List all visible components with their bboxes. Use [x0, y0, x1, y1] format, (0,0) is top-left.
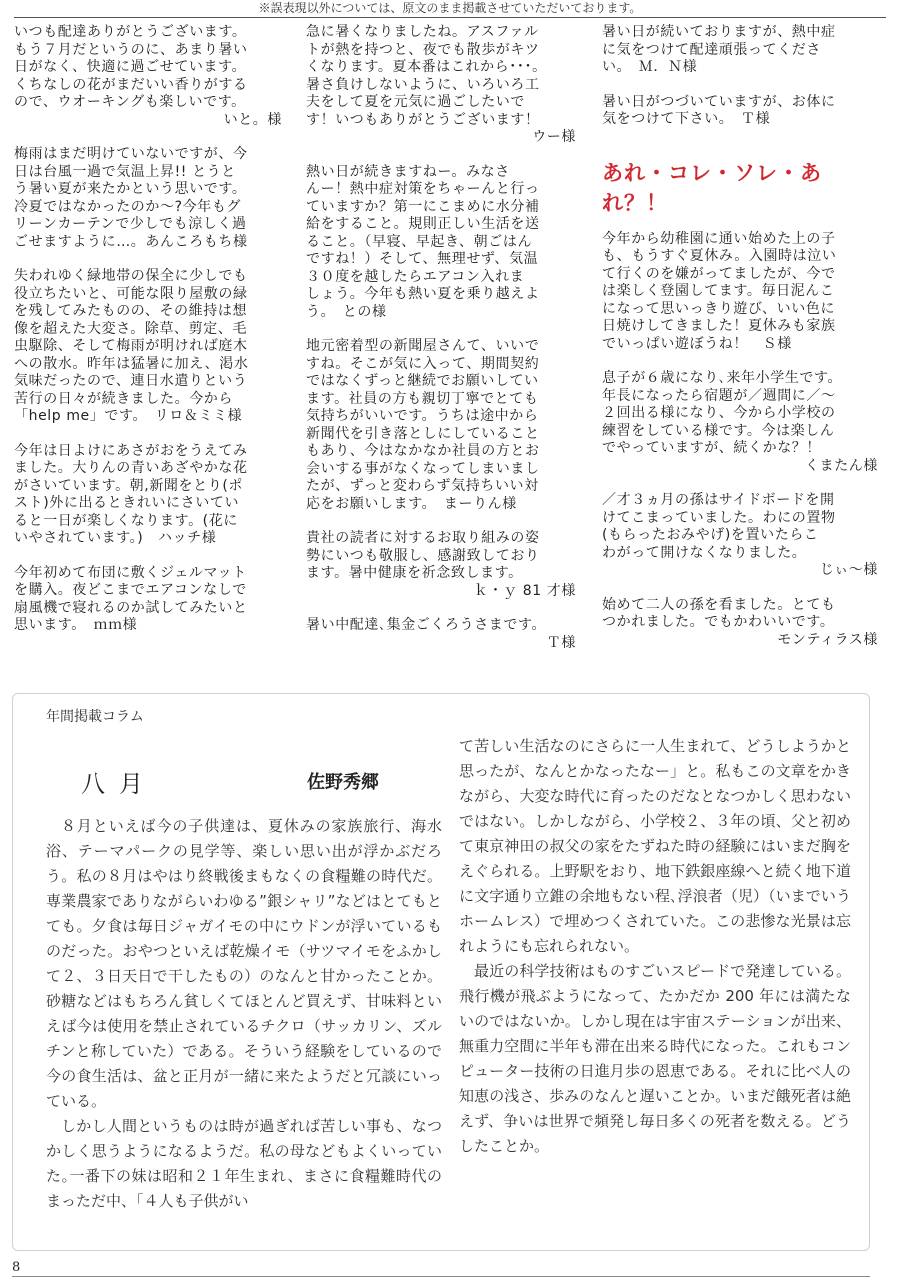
- letter: [602, 597, 878, 650]
- letter-text: 急に暑くなりましたね。アスファル トが熱を持つと、夜でも散歩がキツ くなります。夏本番はこれから･･･。 暑さ負けしないように、いろいろ工 夫をして夏を元気に過ごしたいで す！いつもありがとうございます！: [306, 24, 547, 128]
- essay-paragraph: しかし人間というものは時が過ぎれば苦しい事も、なつかしく思うようになるようだ。私の母などもよくいっていた｡一番下の妹は昭和２１年生まれ、まさに食糧難時代のまっただ中、「４人も子供がい: [46, 1117, 442, 1210]
- top-divider: [14, 17, 886, 18]
- letter-signature: ウー様: [532, 129, 576, 145]
- letter-text: 失われゆく緑地帯の保全に少しでも 役立ちたいと、可能な限り屋敷の緑 を残してみたものの、その維持は想 像を超えた大変さ。除草、剪定、毛 虫駆除、そして梅雨が明ければ庭木 への散水。昨年は猛暑に加え、渇水 気味だったので、連日水遣りという 苦行の日々が続きました。今から 「help me」です。 リロ＆ミミ様: [14, 268, 249, 424]
- letter-text: いつも配達ありがとうございます。 もう７月だというのに、あまり暑い 日がなく、快適に過ごせています。 くちなしの花がまだいい香りがする ので、ウオーキングも楽しいです。: [14, 24, 248, 110]
- letter-text: 息子が６歳になり､来年小学生です。 年長になったら宿題が／週間に／～ ２回出る様になり、今から小学校の 練習をしている様です。今は楽しん でやっていますが、続くかな？！: [602, 370, 843, 456]
- letter-text: 梅雨はまだ明けていないですが、今 日は台風一過で気温上昇!! とうと う暑い夏が来たかという思いです。 冷夏ではなかったのか～?今年もグ リーンカーテンで少しでも涼しく過 ごせますように…。あんころもち様: [14, 146, 248, 250]
- letter-text: 今年初めて布団に敷くジェルマット を購入。夜どこまでエアコンなしで 扇風機で寝れるのか試してみたいと 思います。 ｍｍ様: [14, 564, 248, 633]
- letter: [306, 338, 576, 513]
- annual-column-box: [12, 693, 870, 1251]
- letter: [306, 530, 576, 600]
- reprint-notice: ※誤表現以外については、原文のまま掲載させていただいております。: [258, 1, 642, 15]
- essay-paragraph: ８月といえば今の子供達は、夏休みの家族旅行、海水浴、テーマパークの見学等、楽しい思い出が浮かぶだろう。私の８月はやはり終戦後まもなくの食糧難の時代だ。専業農家でありながらいわゆる”銀シャリ”などはとてもとても。夕食は毎日ジャガイモの中にウドンが浮いているものだった。おやつといえば乾燥イモ（サツマイモをふかして２、３日天日で干したもの）のなんと甘かったことか。砂糖などはもちろん貧しくてほとんど買えず、甘味料といえば今は使用を禁止されているチクロ（サッカリン、ズルチンと称していた）である。そういう経験をしているので今の食生活は、盆と正月が一緒に来たようだと冗談にいっている。: [46, 817, 442, 1110]
- column-label: 年間掲載コラム: [46, 709, 144, 725]
- letter-text: 今年から幼稚園に通い始めた上の子 も、もうすぐ夏休み。入園時は泣い て行くのを嫌がってましたが、今で は楽しく登園してます。毎日泥んこ になって思いっきり遊び、いい色に 日焼けしてきました！夏休みも家族 でいっぱい遊ぼうね！ Ｓ様: [602, 230, 837, 352]
- letter-signature: くまたん様: [805, 457, 878, 474]
- essay-paragraph: 最近の科学技術はものすごいスピードで発達している。飛行機が飛ぶようになって、たかだか 200 年には満たないのではないか。しかし現在は宇宙ステーションが出来、無重力空間に半年も滞在出来る時代になった。これもコンピューター技術の日進月歩の恩恵である。それに比べ人の知恵の浅さ、歩みのなんと遅いことか。いまだ餓死者は絶えず、争いは世界で頻発し毎日多くの死者を数える。どうしたことか。: [459, 962, 851, 1155]
- column-title: 八月: [81, 770, 157, 798]
- letter-text: 暑い日が続いておりますが、熱中症 に気をつけて配達頑張ってくださ い。 Ｍ．Ｎ様: [602, 24, 836, 75]
- letter: [306, 164, 576, 322]
- column-author: 佐野秀郷: [307, 772, 379, 793]
- letter: [306, 617, 576, 652]
- letter: [602, 231, 878, 354]
- letter-text: 貴社の読者に対するお取り組みの姿 勢にいつも敬服し、感謝致しており ます。暑中健康を祈念致します。: [306, 530, 540, 581]
- letter: [306, 24, 576, 147]
- letters-column-3: [602, 24, 878, 649]
- letter-text: 地元密着型の新聞屋さんて、いいで すね。そこが気に入って、期間契約 ではなくずっと継続でお願いしてい ます。社員の方も親切丁寧でとても 気持ちがいいです。うちは途中から 新聞代を引き落としにしていること もあり、今はなかなか社員の方とお 会いする事がなくなってしまいまし たが、ずっと変わらず気持ちいい対 応をお願いします。 まーりん様: [306, 338, 540, 512]
- letter: [602, 24, 878, 77]
- letter: [602, 94, 878, 129]
- letter: [602, 370, 878, 475]
- bottom-divider: [12, 1276, 870, 1277]
- letter-signature: モンティラス様: [777, 631, 878, 648]
- letter: [14, 146, 282, 251]
- letter-text: 始めて二人の孫を看ました。とても つかれました。でもかわいいです。: [602, 596, 836, 630]
- letter-signature: Ｔ様: [546, 634, 576, 651]
- letter: [602, 492, 878, 580]
- letter-signature: いと。様: [223, 111, 282, 128]
- letter: [14, 24, 282, 129]
- letter: [14, 443, 282, 548]
- letter-text: 暑い日がつづいていますが、お体に 気をつけて下さい。 Ｔ様: [602, 93, 836, 127]
- letter-text: 熱い日が続きますねー。みなさ んー！熱中症対策をちゃーんと行っ ていますか？第一にこまめに水分補 給をすること。規則正しい生活を送 ること。（早寝、早起き、朝ごはん ですね！）そして、無理せず、気温 ３０度を越したらエアコン入れま しょう。今年も熱い夏を乗り越えよ う。 との様: [306, 163, 540, 320]
- letters-column-2: [306, 24, 576, 652]
- section-heading: あれ・コレ・ソレ・あれ？！: [602, 160, 822, 215]
- letter: [14, 565, 282, 635]
- letter-text: ／才３ヵ月の孫はサイドボードを開 けてこまっていました。わにの置物 (もらったおみやげ)を置いたらこ わがって開けなくなりました。: [602, 492, 836, 561]
- essay-paragraph: て苦しい生活なのにさらに一人生まれて、どうしようかと思ったが、なんとかなったなー」と。私もこの文章をかきながら、大変な時代に育ったのだなとなつかしく思わないではない。しかしながら、小学校２、３年の頃、父と初めて東京神田の叔父の家をたずねた時の経験にはいまだ胸をえぐられる。上野駅をおり、地下鉄銀座線へと続く地下道に文字通り立錐の余地もない程､浮浪者（児）（いまでいうホームレス）で埋めつくされていた。この悲惨な光景は忘れようにも忘れられない。: [459, 737, 851, 955]
- essay-left-column: [46, 814, 442, 1214]
- essay-right-column: [459, 734, 851, 1159]
- letter-signature: じぃ～様: [819, 562, 878, 578]
- letter-signature: ｋ・ｙ 81 才様: [473, 582, 576, 599]
- letter-text: 暑い中配達､集金ごくろうさまです。: [306, 617, 547, 633]
- page-number: 8: [12, 1260, 21, 1275]
- letter-text: 今年は日よけにあさがおをうえてみ ました。大りんの青いあざやかな花 がさいています。朝,新聞をとり(ポ スト)外に出るときれいにさいてい ると一日が楽しくなります。(花に いやされています。) ハッチ様: [14, 442, 248, 546]
- letters-column-1: [14, 24, 282, 635]
- letter: [14, 268, 282, 426]
